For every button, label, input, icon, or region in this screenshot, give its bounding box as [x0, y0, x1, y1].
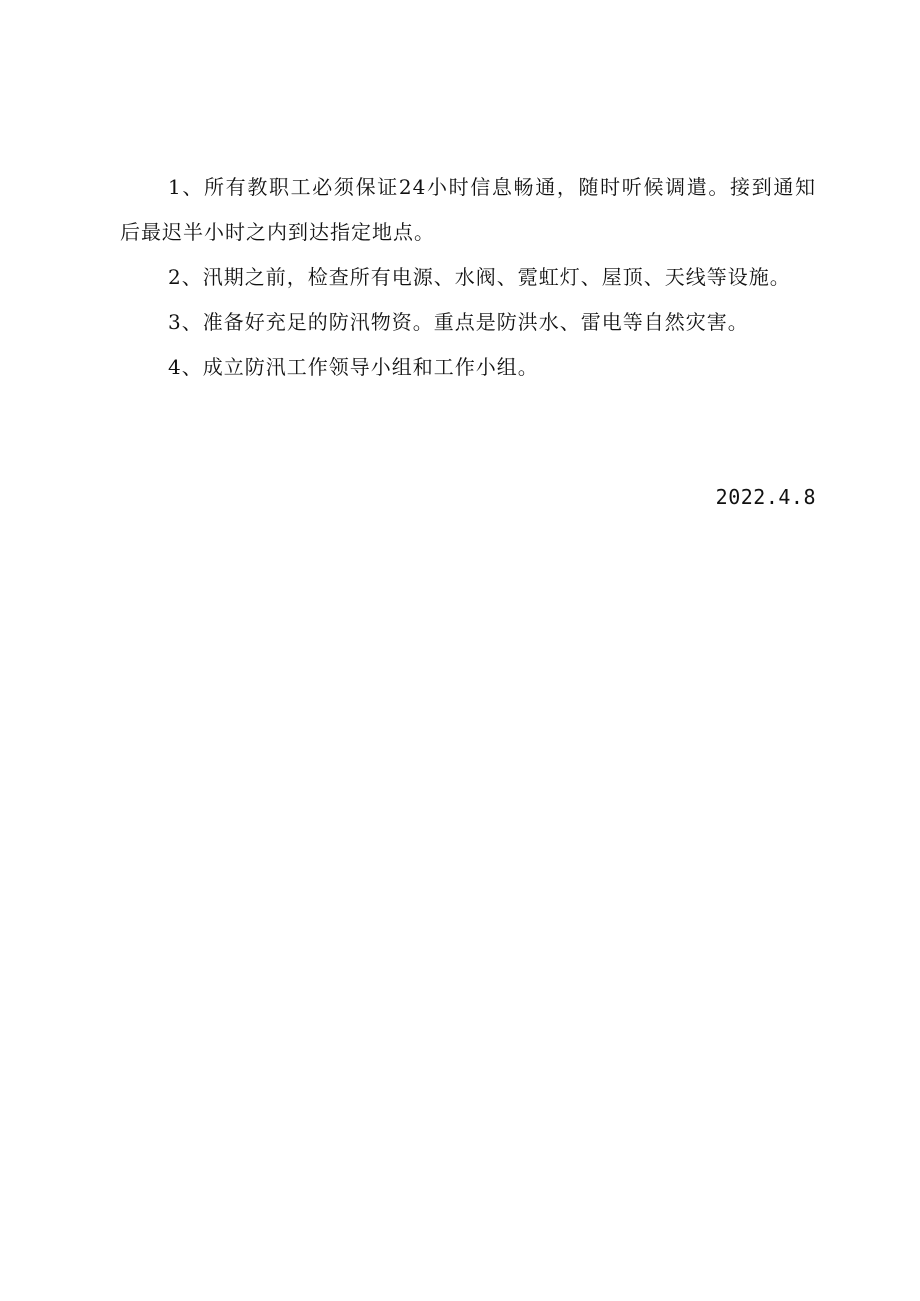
document-body — [120, 165, 816, 390]
document-date: 2022.4.8 — [715, 485, 816, 509]
paragraph-item-1: 1、所有教职工必须保证24小时信息畅通，随时听候调遣。接到通知后最迟半小时之内到达指定地点。 — [120, 175, 816, 244]
paragraph-item-4: 4、成立防汛工作领导小组和工作小组。 — [168, 355, 539, 379]
paragraph-item-3: 3、准备好充足的防汛物资。重点是防洪水、雷电等自然灾害。 — [168, 310, 749, 334]
paragraph-item-2: 2、汛期之前，检查所有电源、水阀、霓虹灯、屋顶、天线等设施。 — [168, 265, 791, 289]
